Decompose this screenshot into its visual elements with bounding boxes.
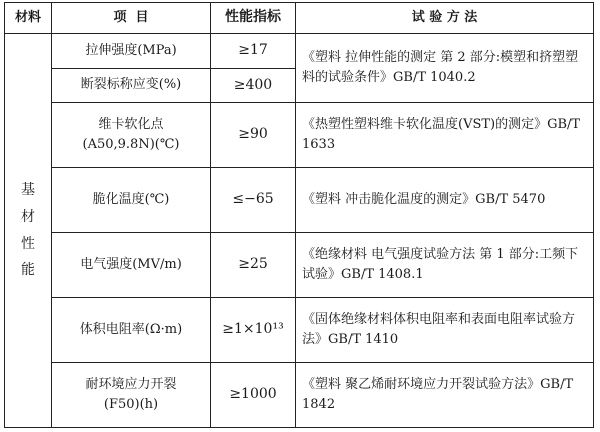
item-cell [52,233,211,298]
item-sublabel: (A50,9.8N)(℃) [82,137,180,153]
value-cell: ≥17 [211,34,296,69]
table-row [5,34,594,69]
header-item: 项 目 [52,3,211,34]
value-cell: ≥1×10¹³ [211,298,296,363]
table-row [5,362,594,427]
method-cell: 《塑料 冲击脆化温度的测定》GB/T 5470 [296,168,594,233]
header-value: 性能指标 [211,3,296,34]
item-cell [52,103,211,168]
item-cell [52,168,211,233]
value-cell: ≥90 [211,103,296,168]
performance-table [4,2,594,428]
method-cell: 《塑料 拉伸性能的测定 第 2 部分:模塑和挤塑塑料的试验条件》GB/T 1040.2 [296,34,594,103]
method-cell: 《固体绝缘材料体积电阻率和表面电阻率试验方法》GB/T 1410 [296,298,594,363]
header-method: 试 验 方 法 [296,3,594,34]
item-cell [52,68,211,103]
method-cell: 《热塑性塑料维卡软化温度(VST)的测定》GB/T 1633 [296,103,594,168]
value-cell: ≥1000 [211,362,296,427]
method-cell: 《塑料 聚乙烯耐环境应力开裂试验方法》GB/T 1842 [296,362,594,427]
value-cell: ≥400 [211,68,296,103]
table-row [5,103,594,168]
item-label: 拉伸强度(MPa) [85,42,177,58]
item-label: 断裂标称应变(%) [80,77,182,93]
item-cell [52,34,211,69]
header-material: 材料 [5,3,52,34]
table-header-row [5,3,594,34]
item-sublabel: (F50)(h) [103,396,159,412]
material-label: 基材性能 [21,182,35,279]
item-cell [52,362,211,427]
value-cell: ≥25 [211,233,296,298]
table-row [5,298,594,363]
item-label: 耐环境应力开裂 [85,376,177,392]
item-label: 维卡软化点 [98,116,164,132]
item-label: 电气强度(MV/m) [80,256,182,272]
table-row [5,233,594,298]
item-label: 体积电阻率(Ω·m) [79,321,183,337]
table-row [5,168,594,233]
method-cell: 《绝缘材料 电气强度试验方法 第 1 部分:工频下试验》GB/T 1408.1 [296,233,594,298]
item-label: 脆化温度(℃) [92,192,170,208]
material-cell [5,34,52,428]
item-cell [52,298,211,363]
value-cell: ≤−65 [211,168,296,233]
